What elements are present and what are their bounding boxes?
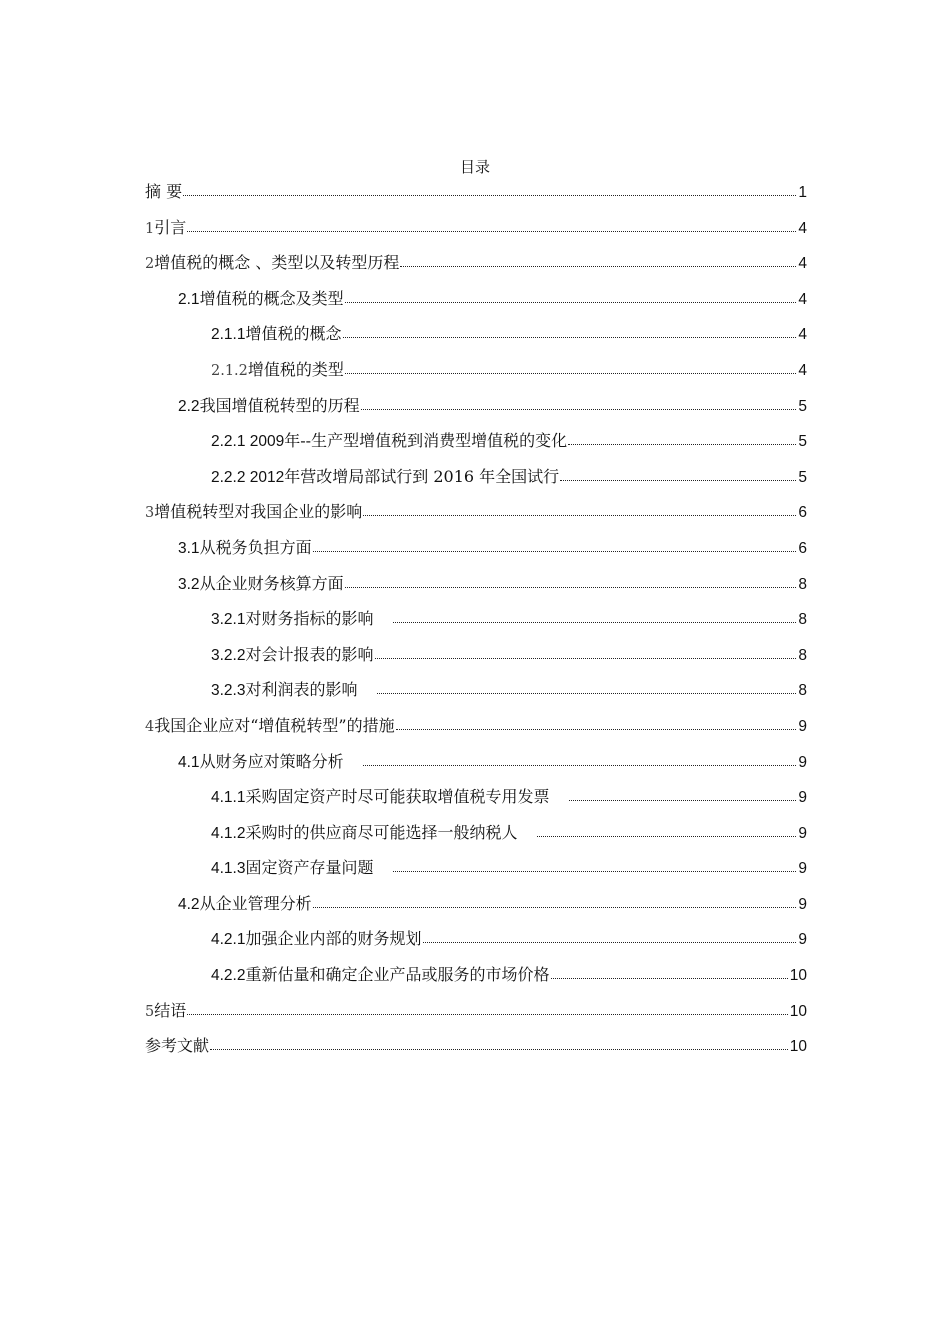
toc-entry-3-1[interactable]	[145, 536, 807, 572]
toc-entry-references[interactable]	[145, 1034, 807, 1070]
toc-entry-page: 10	[789, 1002, 807, 1020]
toc-entry-4-1-1[interactable]	[145, 785, 807, 821]
toc-entry-label: 增值税的概念	[245, 324, 342, 344]
toc-entry-2-2[interactable]	[145, 394, 807, 430]
dot-leader	[187, 1002, 788, 1016]
toc-entry-label: 重新估量和确定企业产品或服务的市场价格	[245, 965, 550, 985]
toc-entry-number: 3.2.3	[211, 682, 246, 700]
toc-entry-page: 9	[798, 717, 807, 735]
toc-entry-page: 6	[798, 504, 807, 522]
toc-entry-number: 1	[145, 220, 155, 237]
toc-entry-number: 3	[145, 505, 155, 522]
toc-entry-label: 固定资产存量问题	[245, 858, 374, 878]
toc-entry-label: 增值税的概念 、类型以及转型历程	[154, 253, 400, 273]
dot-leader	[400, 254, 796, 268]
dot-leader	[423, 930, 797, 944]
toc-entry-label: 结语	[154, 1000, 187, 1020]
toc-entry-label: 年营改增局部试行到 2016 年全国试行	[284, 466, 560, 486]
toc-entry-abstract[interactable]	[145, 180, 807, 216]
dot-leader	[313, 539, 796, 553]
toc-entry-number: 4	[145, 718, 155, 735]
dot-leader	[345, 361, 796, 375]
toc-entry-page: 8	[798, 611, 807, 629]
toc-entry-2[interactable]	[145, 251, 807, 287]
toc-entry-2-2-2[interactable]	[145, 465, 807, 501]
toc-entry-page: 5	[798, 397, 807, 415]
toc-entry-number: 4.1.1	[211, 789, 246, 807]
toc-entry-page: 6	[798, 539, 807, 557]
toc-entry-label: 从企业财务核算方面	[199, 573, 344, 593]
toc-entry-number: 2.1	[178, 290, 200, 308]
toc-entry-label: 从税务负担方面	[199, 537, 312, 557]
toc-entry-page: 8	[798, 682, 807, 700]
toc-entry-label: 对会计报表的影响	[245, 644, 374, 664]
dot-leader	[568, 432, 796, 446]
toc-entry-page: 9	[798, 824, 807, 842]
toc-entry-page: 4	[798, 326, 807, 344]
toc-entry-label: 引言	[154, 217, 187, 237]
toc-entry-label: 年--生产型增值税到消费型增值税的变化	[284, 431, 568, 451]
dot-leader	[377, 681, 797, 695]
toc-entry-3-2[interactable]	[145, 572, 807, 608]
toc-entry-label: 从财务应对策略分析	[199, 751, 344, 771]
toc-entry-page: 9	[798, 789, 807, 807]
toc-entry-4[interactable]	[145, 714, 807, 750]
toc-entry-label: 对利润表的影响	[245, 680, 358, 700]
toc-entry-label: 增值税的概念及类型	[199, 288, 344, 308]
dot-leader	[345, 575, 796, 589]
toc-entry-3-2-1[interactable]	[145, 607, 807, 643]
toc-entry-page: 1	[798, 184, 807, 201]
toc-entry-4-1[interactable]	[145, 750, 807, 786]
toc-entry-number: 2.2.2 2012	[211, 468, 285, 486]
table-of-contents	[145, 180, 807, 1070]
toc-entry-2-2-1[interactable]	[145, 429, 807, 465]
toc-entry-page: 9	[798, 753, 807, 771]
toc-entry-page: 10	[789, 1038, 807, 1056]
toc-entry-page: 4	[798, 290, 807, 308]
toc-title: 目录	[459, 158, 490, 176]
toc-entry-label: 增值税转型对我国企业的影响	[154, 502, 363, 522]
dot-leader	[551, 966, 788, 980]
dot-leader	[183, 183, 796, 197]
toc-entry-number: 2.2	[178, 397, 200, 415]
dot-leader	[393, 859, 797, 873]
toc-entry-number: 3.2.2	[211, 646, 246, 664]
toc-entry-number: 3.2	[178, 575, 200, 593]
toc-entry-label: 采购固定资产时尽可能获取增值税专用发票	[245, 787, 550, 807]
dot-leader	[560, 468, 796, 482]
toc-entry-2-1-1[interactable]	[145, 322, 807, 358]
dot-leader	[343, 325, 797, 339]
dot-leader	[375, 646, 797, 660]
toc-entry-number: 4.1.2	[211, 824, 246, 842]
toc-entry-number: 4.2.2	[211, 967, 246, 985]
toc-entry-number: 4.2.1	[211, 931, 246, 949]
toc-entry-2-1[interactable]	[145, 287, 807, 323]
toc-entry-4-1-2[interactable]	[145, 821, 807, 857]
toc-entry-label: 对财务指标的影响	[245, 609, 374, 629]
dot-leader	[363, 753, 796, 767]
toc-entry-4-1-3[interactable]	[145, 856, 807, 892]
dot-leader	[537, 824, 797, 838]
dot-leader	[345, 290, 796, 304]
toc-entry-3[interactable]	[145, 500, 807, 536]
toc-entry-number: 4.1	[178, 753, 200, 771]
toc-entry-page: 5	[798, 433, 807, 451]
toc-entry-5[interactable]	[145, 999, 807, 1035]
toc-entry-number: 3.1	[178, 539, 200, 557]
toc-entry-1[interactable]	[145, 216, 807, 252]
toc-entry-number: 2	[145, 256, 155, 273]
toc-entry-page: 4	[798, 255, 807, 273]
toc-entry-label: 参考文献	[145, 1036, 210, 1056]
toc-entry-page: 9	[798, 895, 807, 913]
toc-entry-number: 5	[145, 1003, 155, 1020]
toc-entry-3-2-3[interactable]	[145, 678, 807, 714]
dot-leader	[393, 610, 797, 624]
dot-leader	[361, 397, 796, 411]
dot-leader	[396, 717, 796, 731]
toc-entry-page: 8	[798, 646, 807, 664]
toc-entry-4-2-1[interactable]	[145, 927, 807, 963]
dot-leader	[363, 503, 796, 517]
toc-entry-3-2-2[interactable]	[145, 643, 807, 679]
toc-entry-page: 4	[798, 219, 807, 237]
toc-entry-label: 增值税的类型	[247, 359, 344, 379]
toc-entry-label: 采购时的供应商尽可能选择一般纳税人	[245, 822, 518, 842]
dot-leader	[569, 788, 797, 802]
toc-entry-page: 8	[798, 575, 807, 593]
toc-entry-number: 2.2.1 2009	[211, 433, 285, 451]
toc-entry-page: 4	[798, 361, 807, 379]
toc-entry-number: 4.2	[178, 895, 200, 913]
toc-entry-page: 9	[798, 931, 807, 949]
dot-leader	[187, 219, 796, 233]
toc-entry-page: 9	[798, 860, 807, 878]
toc-entry-number: 2.1.1	[211, 326, 246, 344]
toc-entry-page: 5	[798, 468, 807, 486]
toc-entry-label: 加强企业内部的财务规划	[245, 929, 422, 949]
toc-entry-label: 从企业管理分析	[199, 893, 312, 913]
toc-entry-4-2[interactable]	[145, 892, 807, 928]
toc-entry-number: 3.2.1	[211, 611, 246, 629]
toc-entry-page: 10	[789, 967, 807, 985]
toc-entry-label: 我国企业应对“增值税转型”的措施	[154, 715, 395, 735]
toc-entry-number: 4.1.3	[211, 860, 246, 878]
toc-entry-2-1-2[interactable]	[145, 358, 807, 394]
dot-leader	[210, 1037, 788, 1051]
dot-leader	[313, 895, 796, 909]
toc-entry-number: 2.1.2	[211, 362, 248, 379]
toc-entry-4-2-2[interactable]	[145, 963, 807, 999]
toc-entry-label: 我国增值税转型的历程	[199, 395, 360, 415]
toc-entry-label: 摘 要	[145, 182, 183, 201]
